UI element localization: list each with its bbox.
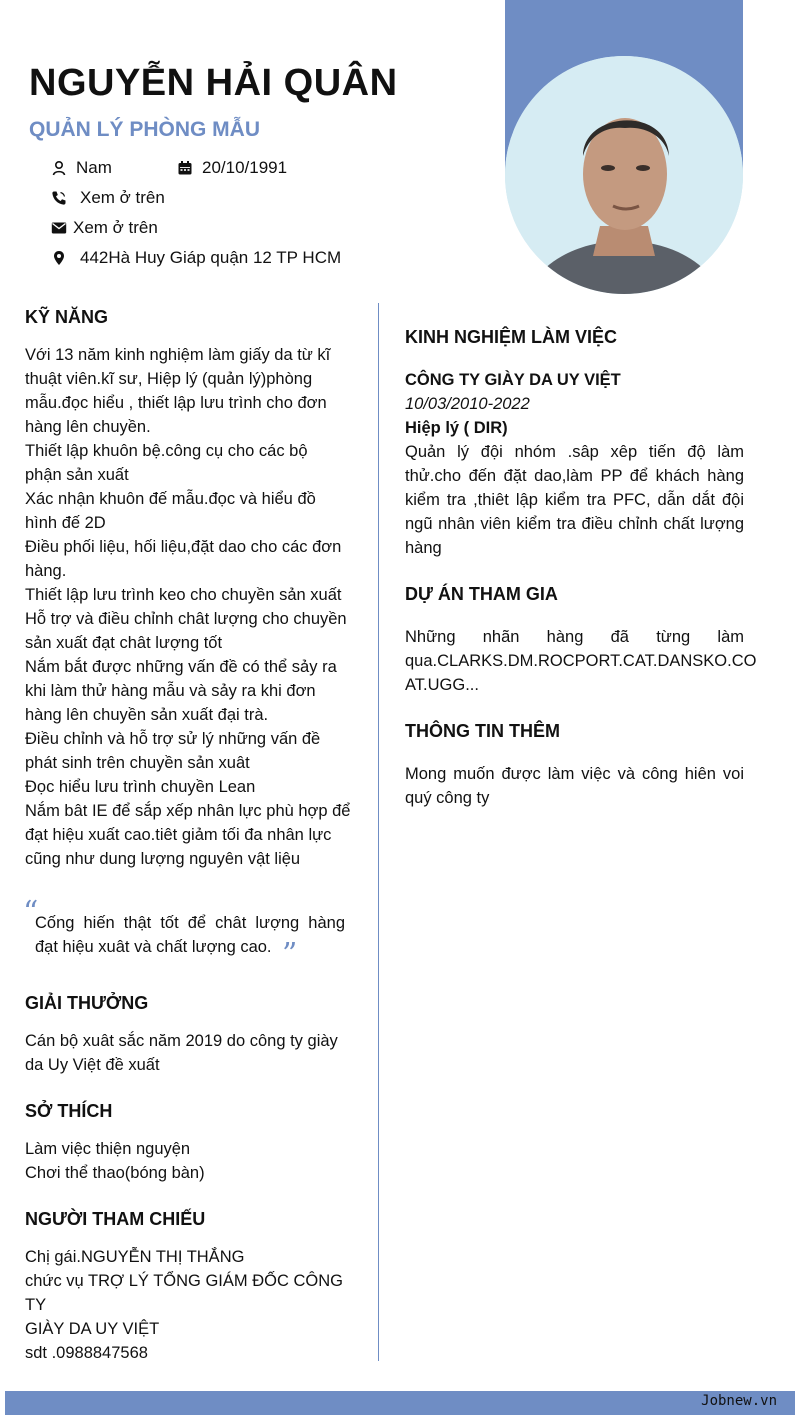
footer-bar (5, 1391, 795, 1415)
extra-heading: THÔNG TIN THÊM (405, 721, 560, 741)
experience-heading: KINH NGHIỆM LÀM VIỆC (405, 327, 618, 347)
experience-role: Hiệp lý ( DIR) (405, 419, 508, 437)
skills-line: hàng lên chuyền. (25, 418, 151, 436)
map-pin-icon (50, 249, 68, 267)
extra-text (405, 762, 744, 810)
quote-line-1-text: Cống hiến thật tốt để chât lượng hàng (35, 914, 345, 932)
user-icon (50, 159, 68, 177)
quote-line-1 (35, 911, 345, 935)
skills-line: Xác nhận khuôn đế mẫu.đọc và hiểu đồ (25, 490, 316, 508)
hobbies-line-2: Chơi thể thao(bóng bàn) (25, 1164, 205, 1182)
skills-line: Nắm bắt được những vấn đề có thể sảy ra (25, 658, 337, 676)
skills-line: Thiết lập khuôn bệ.công cụ cho các bộ (25, 442, 308, 460)
references-heading: NGƯỜI THAM CHIẾU (25, 1209, 206, 1229)
skills-line: khi làm thử hàng mẫu và sảy ra khi đơn (25, 682, 316, 700)
extra-line-1: Mong muốn được làm việc và công hiên voi (405, 765, 744, 783)
hobbies-line-1: Làm việc thiện nguyện (25, 1140, 191, 1158)
birthday-info (176, 158, 287, 178)
candidate-title: QUẢN LÝ PHÒNG MẪU (29, 118, 260, 141)
quote-open-mark: “ (23, 895, 39, 930)
column-divider (378, 303, 379, 1361)
skills-line: Đọc hiểu lưu trình chuyền Lean (25, 778, 256, 796)
phone-value: Xem ở trên (80, 188, 165, 207)
projects-heading: DỰ ÁN THAM GIA (405, 584, 558, 604)
quote-text (35, 911, 345, 959)
projects-line-1: Những nhãn hàng đã từng làm (405, 628, 744, 646)
awards-heading: GIẢI THƯỞNG (25, 993, 149, 1013)
awards-line-2: da Uy Việt đề xuất (25, 1056, 160, 1074)
skills-line: hàng. (25, 562, 67, 580)
extra-line-2: quý công ty (405, 789, 490, 807)
skills-heading: KỸ NĂNG (25, 307, 109, 327)
phone-icon (50, 189, 68, 207)
quote-line-2: đạt hiệu xuât và chất lượng cao. (35, 938, 272, 956)
references-line-4: sdt .0988847568 (25, 1344, 148, 1362)
skills-line: hàng lên chuyền sản xuất đại trà. (25, 706, 269, 724)
skills-line: hình đế 2D (25, 514, 106, 532)
awards-line-1: Cán bộ xuât sắc năm 2019 do công ty giày (25, 1032, 338, 1050)
skills-line: Nắm bât IE để sắp xếp nhân lực phù hợp để (25, 802, 351, 820)
address-info (50, 248, 341, 268)
email-value: Xem ở trên (73, 218, 158, 237)
skills-line: Hỗ trợ và điều chỉnh chât lượng cho chuyền (25, 610, 347, 628)
skills-line: sản xuất đạt chât lượng tốt (25, 634, 223, 652)
quote-close-mark: ” (282, 937, 298, 972)
projects-text (405, 625, 757, 697)
footer-brand[interactable]: Jobnew.vn (701, 1393, 777, 1409)
address-value: 442Hà Huy Giáp quận 12 TP HCM (80, 248, 342, 267)
gender-value: Nam (76, 158, 112, 177)
profile-photo (505, 56, 743, 294)
skills-line: mẫu.đọc hiểu , thiết lập lưu trình cho đơn (25, 394, 327, 412)
skills-line: Điều chỉnh và hỗ trợ sử lý những vấn đề (25, 730, 321, 748)
hobbies-heading: SỞ THÍCH (25, 1101, 113, 1121)
references-line-3: GIÀY DA UY VIỆT (25, 1320, 160, 1338)
birthday-value: 20/10/1991 (202, 158, 288, 177)
awards-text (25, 1029, 357, 1077)
skills-text (25, 343, 365, 871)
skills-line: phận sản xuất (25, 466, 129, 484)
candidate-name: NGUYỄN HẢI QUÂN (29, 62, 398, 104)
hobbies-text (25, 1137, 357, 1185)
references-text (25, 1245, 365, 1365)
profile-photo-image (505, 56, 743, 294)
skills-line: cũng như dung lượng nguyên vật liệu (25, 850, 301, 868)
skills-line: phát sinh trên chuyền sản xuât (25, 754, 250, 772)
skills-line: thuật viên.kĩ sư, Hiệp lý (quản lý)phòng (25, 370, 313, 388)
skills-line: Điều phối liệu, hối liệu,đặt dao cho các đơn (25, 538, 342, 556)
references-line-2: chức vụ TRỢ LÝ TỔNG GIÁM ĐỐC CÔNG TY (25, 1272, 343, 1314)
calendar-icon (176, 159, 194, 177)
experience-period: 10/03/2010-2022 (405, 395, 530, 413)
projects-line-3: AT.UGG... (405, 676, 479, 694)
experience-company: CÔNG TY GIÀY DA UY VIỆT (405, 371, 621, 389)
gender-info (50, 158, 112, 178)
references-line-1: Chị gái.NGUYỄN THỊ THẮNG (25, 1248, 245, 1266)
phone-info (50, 188, 165, 208)
skills-line: đạt hiệu xuất cao.tiêt giảm tối đa nhân lực (25, 826, 332, 844)
experience-description: Quản lý đội nhóm .sâp xêp tiến độ làm thử.cho đến đặt dao,làm PP để khách hàng kiểm tra ,thiêt lập kiểm tra PFC, dẫn dắt đội ngũ nhân viên kiểm tra điều chỉnh chất lượng hàng (405, 443, 744, 557)
projects-line-2: qua.CLARKS.DM.ROCPORT.CAT.DANSKO.CO (405, 652, 757, 670)
envelope-icon (50, 219, 68, 237)
skills-line: Với 13 năm kinh nghiệm làm giấy da từ kĩ (25, 346, 331, 364)
skills-line: Thiết lập lưu trình keo cho chuyền sản xuất (25, 586, 342, 604)
email-info (50, 218, 158, 238)
